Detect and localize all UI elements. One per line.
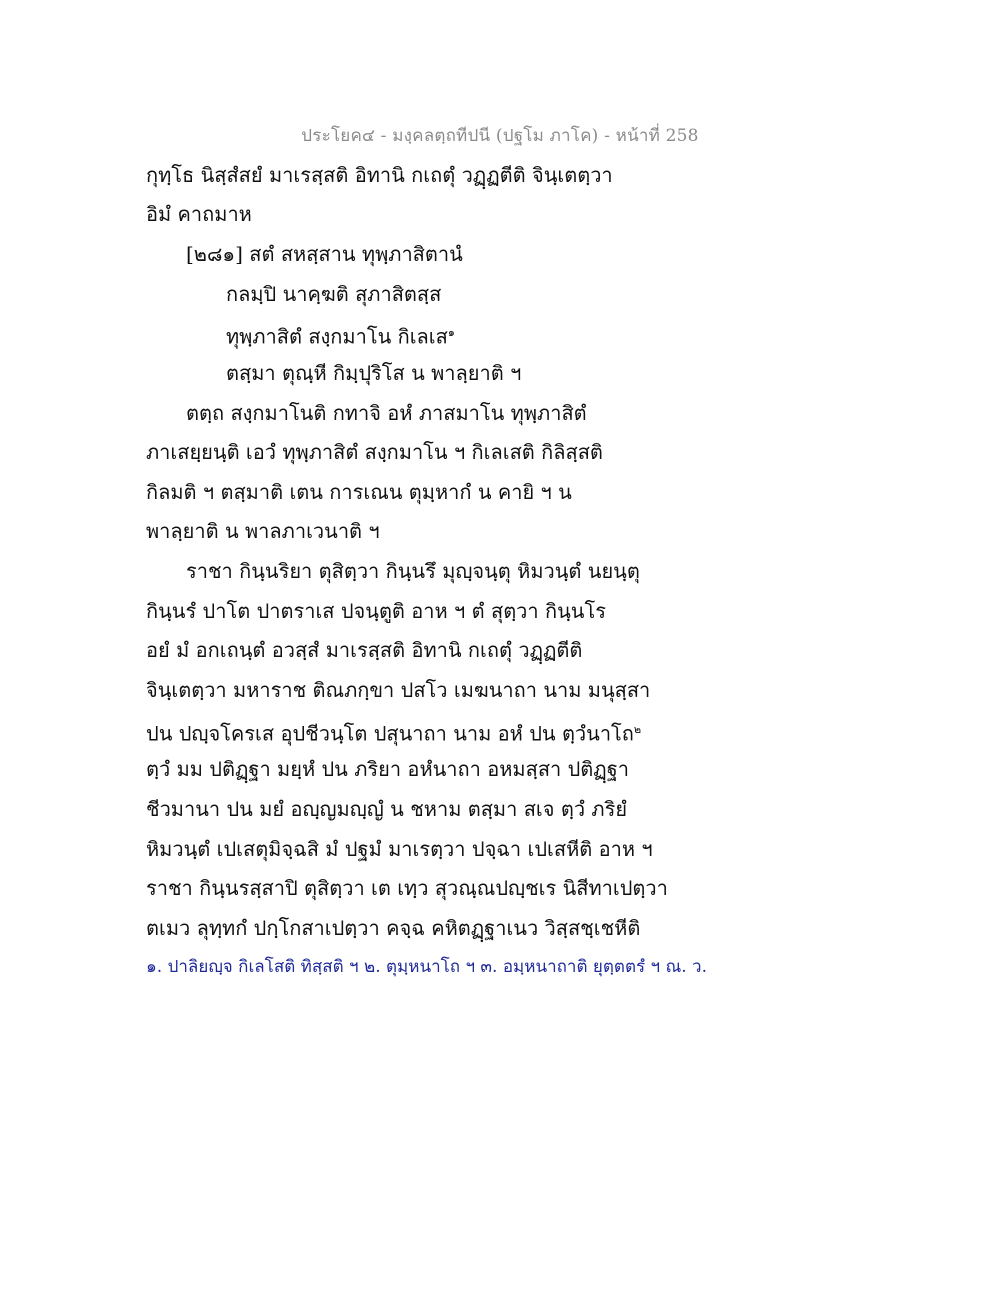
text-line: ตฺวํ มม ปติฏฺฐา มยฺหํ ปน ภริยา อหํนาถา อหมสฺสา ปติฏฺฐา [146, 757, 629, 781]
text-line: กิลมติ ฯ ตสฺมาติ เตน การเณน ตุมฺหากํ น คายิ ฯ น [146, 480, 572, 504]
text-line: ชีวมานา ปน มยํ อญฺญมญฺญํ น ชหาม ตสฺมา สเจ ตฺวํ ภริยํ [146, 797, 628, 821]
verse-line: ทุพฺภาสิตํ สงฺกมาโน กิเลเส$^๑$ [226, 324, 455, 349]
text-line: พาลฺยาติ น พาลภาเวนาติ ฯ [146, 519, 380, 543]
text-line: กุทฺโธ นิสฺสํสยํ มาเรสฺสติ อิทานิ กเถตุํ วฏฺฏตีติ จินฺเตตฺวา [146, 163, 613, 187]
text-line: อิมํ คาถมาห [146, 202, 252, 226]
page-header: ประโยค๔ - มงฺคลตฺถทีปนี (ปฐโม ภาโค) - หน้าที่ 258 [301, 126, 699, 146]
verse-line: กลมฺปิ นาคฺฆติ สุภาสิตสฺส [226, 282, 442, 306]
verse-number-line: [๒๘๑] สตํ สหสฺสาน ทุพฺภาสิตานํ [186, 242, 463, 266]
text-line: ราชา กินฺนรสฺสาปิ ตุสิตฺวา เต เทฺว สุวณฺณปญฺชเร นิสีทาเปตฺวา [146, 876, 668, 900]
text-line: กินฺนรํ ปาโต ปาตราเส ปจนฺตูติ อาห ฯ ตํ สุตฺวา กินฺนโร [146, 599, 606, 623]
footnotes: ๑. ปาลิยญฺจ กิเลโสติ ทิสฺสติ ฯ ๒. ตุมฺหนาโถ ฯ ๓. อมฺหนาถาติ ยุตฺตตรํ ฯ ณ. ว. [146, 957, 707, 977]
text-line: ราชา กินฺนริยา ตุสิตฺวา กินฺนรึ มุญฺจนฺตุ หิมวนฺตํ นยนฺตุ [186, 559, 640, 583]
text-line: ภาเสยฺยนฺติ เอวํ ทุพฺภาสิตํ สงฺกมาโน ฯ กิเลเสติ กิลิสฺสติ [146, 440, 603, 464]
text-line: ตตฺถ สงฺกมาโนติ กทาจิ อหํ ภาสมาโน ทุพฺภาสิตํ [186, 401, 587, 425]
footnote-marker: ๑ [447, 326, 455, 339]
text-line: หิมวนฺตํ เปเสตุมิจฺฉสิ มํ ปฐมํ มาเรตฺวา ปจฺฉา เปเสหีติ อาห ฯ [146, 837, 653, 861]
text-line: ปน ปญฺจโครเส อุปชีวนฺโต ปสุนาถา นาม อหํ ปน ตฺวํนาโถ$^๒$ [146, 721, 642, 746]
verse-line: ตสฺมา ตุณฺหี กิมฺปุริโส น พาลฺยาติ ฯ [226, 361, 522, 385]
text-line: จินฺเตตฺวา มหาราช ติณภกฺขา ปสโว เมฆนาถา นาม มนุสฺสา [146, 678, 651, 702]
footnote-marker: ๒ [633, 723, 642, 736]
text-line: อยํ มํ อกเถนฺตํ อวสฺสํ มาเรสฺสติ อิทานิ กเถตุํ วฏฺฏตีติ [146, 638, 583, 662]
text-line: ตเมว ลุทฺทกํ ปกฺโกสาเปตฺวา คจฺฉ คหิตฏฺฐาเนว วิสฺสชฺเชหีติ [146, 916, 641, 940]
